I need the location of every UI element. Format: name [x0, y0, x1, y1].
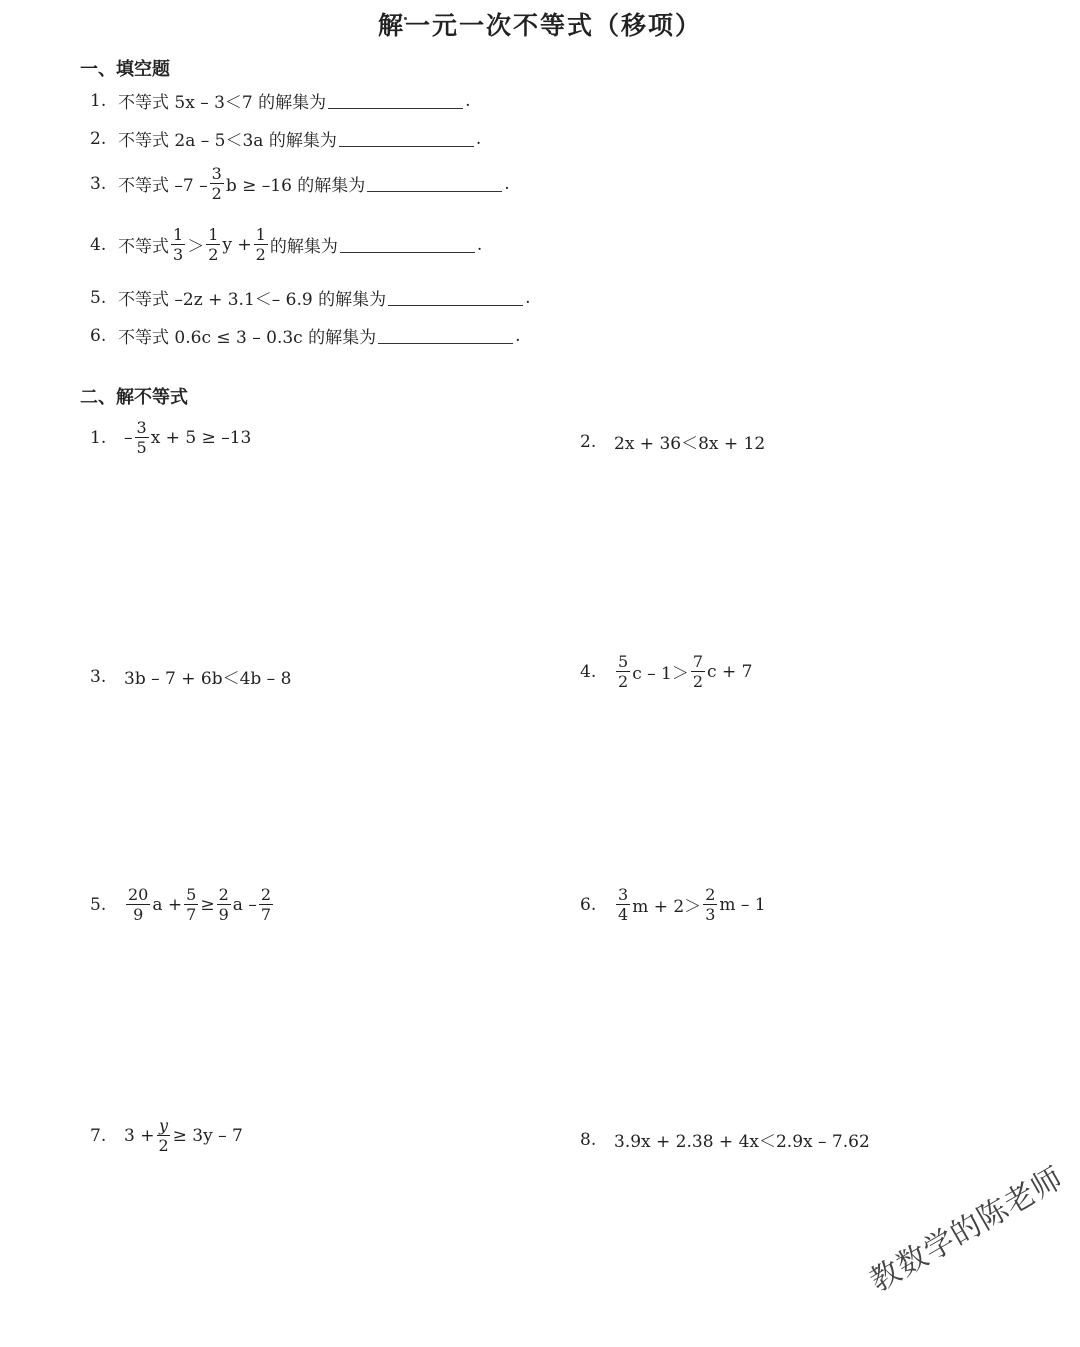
fill-question-4: 4. 不等式 $\frac{1}{3}$ ＞ $\frac{1}{2}$ y + $\frac{1}{2}$ 的解集为 .: [90, 225, 483, 264]
solve-problem-8: 8. 3.9x + 2.38 + 4x＜2.9x – 7.62: [580, 1129, 870, 1152]
page-title: 解一元一次不等式（移项）: [377, 11, 702, 40]
fraction: $\frac{2}{9}$: [218, 885, 229, 924]
solve-problem-1: 1. – $\frac{3}{5}$ x + 5 ≥ –13: [90, 418, 252, 457]
fill-question-2: 2. 不等式 2a – 5＜3a 的解集为 .: [90, 126, 481, 151]
solve-problem-2: 2. 2x + 36＜8x + 12: [580, 431, 766, 454]
section-fill-in-heading: 一、填空题: [80, 59, 170, 80]
fill-question-2-text: 不等式 2a – 5＜3a 的解集为: [118, 131, 337, 151]
solve-problem-6: 6. $\frac{3}{4}$ m + 2＞ $\frac{2}{3}$ m – 1: [580, 885, 766, 924]
fraction: $\frac{3}{2}$: [211, 164, 222, 203]
solve-problem-5: 5. $\frac{20}{9}$ a + $\frac{5}{7}$ ≥ $\frac{2}{9}$ a – $\frac{2}{7}$: [90, 885, 272, 924]
answer-blank-4[interactable]: [340, 236, 475, 253]
answer-blank-2[interactable]: [339, 130, 474, 147]
fraction: $\frac{2}{7}$: [260, 885, 272, 924]
fill-question-5: 5. 不等式 –2z + 3.1＜– 6.9 的解集为 .: [90, 285, 531, 310]
fraction: $\frac{3}{5}$: [136, 418, 147, 457]
answer-blank-1[interactable]: [328, 92, 463, 109]
solve-problem-4: 4. $\frac{5}{2}$ c – 1＞ $\frac{7}{2}$ c + 7: [580, 652, 753, 691]
fraction: $\frac{2}{3}$: [705, 885, 716, 924]
answer-blank-3[interactable]: [367, 175, 502, 192]
watermark: 教数学的陈老师: [864, 1160, 1070, 1300]
answer-blank-6[interactable]: [378, 327, 513, 344]
fill-question-5-text: 不等式 –2z + 3.1＜– 6.9 的解集为: [118, 290, 387, 310]
answer-blank-5[interactable]: [388, 289, 523, 306]
fill-question-3: 3. 不等式 –7 – $\frac{3}{2}$ b ≥ –16 的解集为 .: [90, 164, 510, 203]
solve-problem-7: 7. 3 + $\frac{y}{2}$ ≥ 3y – 7: [90, 1116, 243, 1155]
fill-question-6-text: 不等式 0.6c ≤ 3 – 0.3c 的解集为: [118, 328, 377, 348]
fraction: $\frac{7}{2}$: [692, 652, 704, 691]
fraction: $\frac{1}{2}$: [208, 225, 219, 264]
fraction: $\frac{y}{2}$: [158, 1116, 169, 1155]
section-solve-heading: 二、解不等式: [80, 387, 188, 408]
fill-question-1-text: 不等式 5x – 3＜7 的解集为: [118, 93, 327, 113]
fraction: $\frac{1}{2}$: [255, 225, 266, 264]
fraction: $\frac{3}{4}$: [618, 885, 629, 924]
solve-problem-3: 3. 3b – 7 + 6b＜4b – 8: [90, 666, 292, 689]
fraction: $\frac{5}{7}$: [186, 885, 197, 924]
fraction: $\frac{5}{2}$: [618, 652, 629, 691]
fill-question-6: 6. 不等式 0.6c ≤ 3 – 0.3c 的解集为 .: [90, 323, 521, 348]
fraction: $\frac{1}{3}$: [173, 225, 184, 264]
fill-question-1: 1. 不等式 5x – 3＜7 的解集为 .: [90, 88, 471, 113]
fraction: $\frac{20}{9}$: [128, 885, 149, 924]
